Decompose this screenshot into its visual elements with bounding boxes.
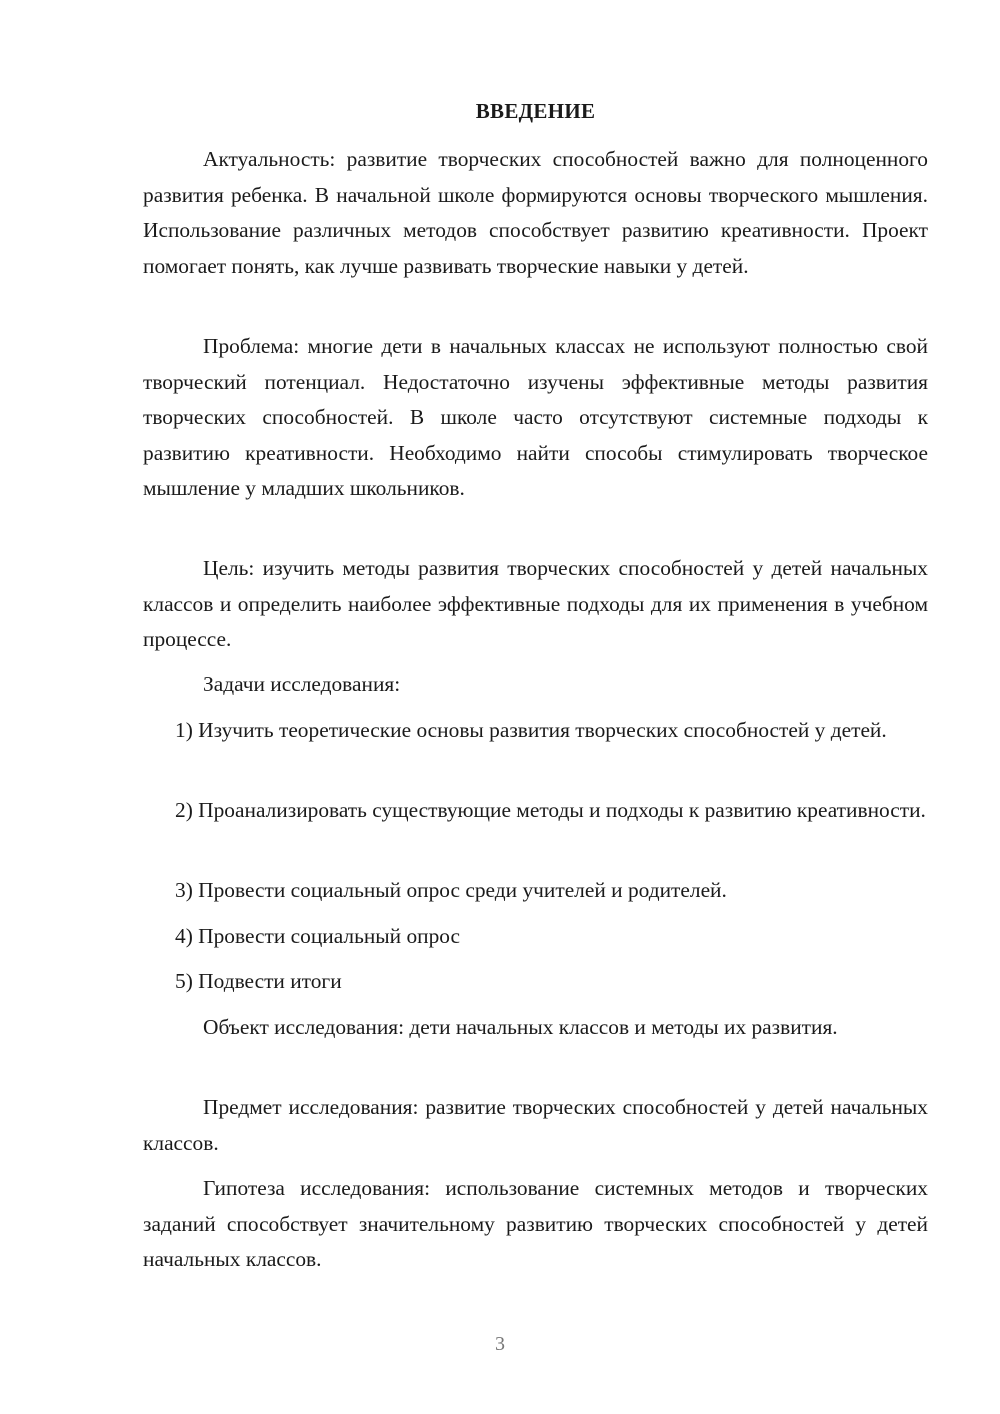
problem-paragraph: Проблема: многие дети в начальных классах не используют полностью свой творческий потенциал. Недостаточно изучены эффективные методы развития творческих способностей. В школе часто отсутствуют системные подходы к развитию креативности. Необходимо найти способы стимулировать творческое мышление у младших школьников. xyxy=(143,334,928,500)
subject-paragraph: Предмет исследования: развитие творческих способностей у детей начальных классов. xyxy=(143,1095,928,1155)
relevance-paragraph: Актуальность: развитие творческих способностей важно для полноценного развития ребенка. В начальной школе формируются основы творческого мышления. Использование различных методов способствует развитию креативности. Проект помогает понять, как лучше развивать творческие навыки у детей. xyxy=(143,147,928,278)
goal-paragraph: Цель: изучить методы развития творческих способностей у детей начальных классов и определить наиболее эффективные подходы для их применения в учебном процессе. xyxy=(143,556,928,651)
page-number: 3 xyxy=(495,1333,505,1355)
object-paragraph: Объект исследования: дети начальных классов и методы их развития. xyxy=(203,1015,838,1039)
section-heading: ВВЕДЕНИЕ xyxy=(475,99,596,123)
task-item-1: 1) Изучить теоретические основы развития творческих способностей у детей. xyxy=(175,718,887,742)
task-item-4: 4) Провести социальный опрос xyxy=(175,924,461,948)
hypothesis-paragraph: Гипотеза исследования: использование системных методов и творческих заданий способствует значительному развитию творческих способностей у детей начальных классов. xyxy=(143,1176,928,1271)
task-item-3: 3) Провести социальный опрос среди учителей и родителей. xyxy=(175,878,727,902)
task-item-5: 5) Подвести итоги xyxy=(175,969,342,993)
task-item-2: 2) Проанализировать существующие методы и подходы к развитию креативности. xyxy=(175,798,926,822)
tasks-title: Задачи исследования: xyxy=(203,672,401,696)
